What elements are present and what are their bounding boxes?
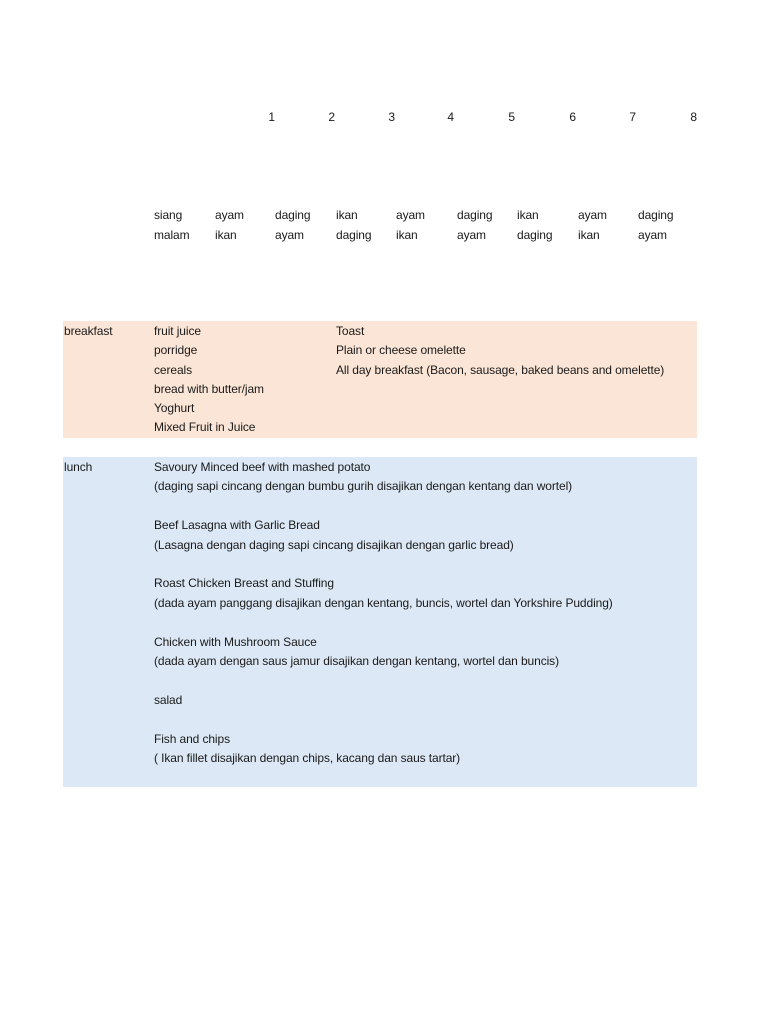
row-label-siang: siang [154,208,183,222]
lunch-spacer [154,710,613,729]
lunch-item-description: (dada ayam dengan saus jamur disajikan dengan kentang, wortel dan buncis) [154,654,559,669]
lunch-item-description: ( Ikan fillet disajikan dengan chips, kacang dan saus tartar) [154,751,461,766]
lunch-item: Chicken with Mushroom Sauce [154,634,317,649]
rotation-cell: daging [275,208,311,222]
rotation-cell: ayam [215,208,244,222]
day-number: 5 [508,110,515,124]
lunch-item-description: (dada ayam panggang disajikan dengan kentang, buncis, wortel dan Yorkshire Pudding) [154,595,613,610]
breakfast-item: Plain or cheese omelette [336,343,466,358]
rotation-cell: daging [638,208,674,222]
rotation-cell: daging [457,208,493,222]
lunch-item-description: (daging sapi cincang dengan bumbu gurih disajikan dengan kentang dan wortel) [154,479,573,494]
lunch-spacer [154,613,613,632]
rotation-cell: daging [336,228,372,242]
breakfast-label: breakfast [64,324,113,338]
rotation-cell: ayam [457,228,486,242]
breakfast-item: porridge [154,343,198,358]
lunch-spacer [154,671,613,690]
rotation-cell: daging [517,228,553,242]
day-number: 7 [629,110,636,124]
lunch-label: lunch [64,460,93,474]
breakfast-item: cereals [154,362,192,377]
breakfast-item: Mixed Fruit in Juice [154,420,256,435]
lunch-spacer [154,555,613,574]
rotation-cell: ikan [517,208,539,222]
lunch-spacer [154,497,613,516]
rotation-cell: ikan [578,228,600,242]
lunch-item: Savoury Minced beef with mashed potato [154,460,371,474]
row-label-malam: malam [154,228,190,242]
day-number: 4 [447,110,454,124]
day-number: 3 [388,110,395,124]
day-number: 6 [569,110,576,124]
rotation-cell: ayam [638,228,667,242]
rotation-cell: ayam [396,208,425,222]
lunch-list [154,458,613,768]
breakfast-item: Yoghurt [154,401,195,416]
lunch-item-description: (Lasagna dengan daging sapi cincang disajikan dengan garlic bread) [154,537,514,552]
breakfast-item: All day breakfast (Bacon, sausage, baked beans and omelette) [336,362,665,377]
breakfast-item: bread with butter/jam [154,381,264,396]
breakfast-list-left [154,322,264,438]
lunch-item: salad [154,692,183,707]
day-number: 2 [328,110,335,124]
breakfast-item: fruit juice [154,324,201,338]
lunch-item: Roast Chicken Breast and Stuffing [154,576,334,591]
rotation-cell: ikan [215,228,237,242]
breakfast-list-right [336,322,664,380]
day-number: 1 [268,110,275,124]
lunch-item: Beef Lasagna with Garlic Bread [154,518,320,533]
rotation-cell: ikan [336,208,358,222]
breakfast-item: Toast [336,324,365,338]
day-number: 8 [690,110,697,124]
lunch-item: Fish and chips [154,731,230,746]
rotation-cell: ikan [396,228,418,242]
rotation-cell: ayam [275,228,304,242]
rotation-cell: ayam [578,208,607,222]
